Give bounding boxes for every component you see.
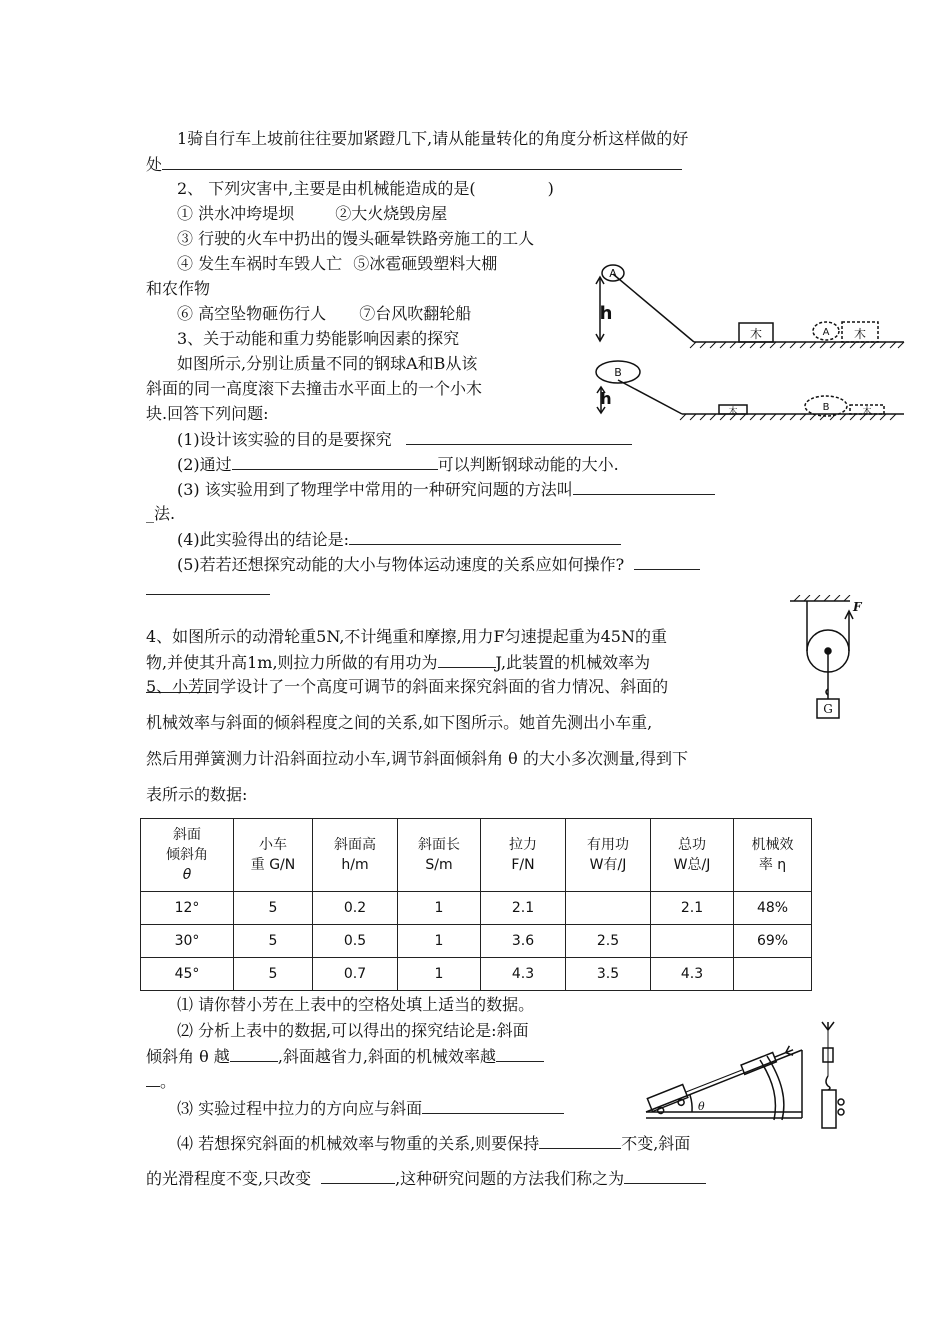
- q4-line2-text-b: J,此装置的机械效率为: [495, 653, 651, 672]
- q2-stem: [177, 178, 554, 200]
- hand-icon: [822, 1022, 834, 1030]
- q5-s3-text: ⑶ 实验过程中拉力的方向应与斜面: [177, 1099, 423, 1118]
- table-row: [141, 892, 812, 925]
- wood-block-a-label: 木: [749, 327, 763, 341]
- q2-option-2: ②大火烧毁房屋: [335, 204, 448, 223]
- table-cell: 3.6: [481, 925, 566, 958]
- ball-b-moved-label: B: [822, 402, 830, 413]
- q3-desc-1: 如图所示,分别让质量不同的钢球A和B从该: [177, 354, 478, 373]
- q5-line3: 然后用弹簧测力计沿斜面拉动小车,调节斜面倾斜角 θ 的大小多次测量,得到下: [146, 749, 688, 768]
- pull-string: [686, 1070, 742, 1092]
- q2-option-3: ③ 行驶的火车中扔出的馒头砸晕铁路旁施工的工人: [177, 229, 535, 248]
- q5-line1-text: 5、小芳同学设计了一个高度可调节的斜面来探究斜面的省力情况、斜面的: [146, 677, 669, 696]
- q2-stem-end: ): [547, 179, 554, 198]
- header-text: 斜面高: [334, 837, 376, 853]
- table-row: [141, 958, 812, 991]
- q4-pulley-figure: [786, 595, 866, 727]
- height-label-b: h: [600, 389, 612, 408]
- table-cell: 1: [398, 925, 481, 958]
- q1-answer-blank[interactable]: [162, 153, 682, 170]
- table-cell: 0.7: [313, 958, 398, 991]
- q5-s3-blank[interactable]: [422, 1097, 564, 1114]
- q3-desc-3: 块.回答下列问题:: [146, 404, 269, 423]
- table-cell: 2.5: [566, 925, 651, 958]
- q5-s4: [177, 1132, 690, 1155]
- q4-line2-text-a: 物,并使其升高1m,则拉力所做的有用功为: [146, 653, 438, 672]
- table-cell: 1: [398, 892, 481, 925]
- q5-line1: [146, 676, 668, 698]
- header-text: h/m: [341, 857, 369, 873]
- incline-a: [613, 274, 694, 342]
- q5-s2-blank-2[interactable]: [496, 1045, 544, 1062]
- q3-title: 3、关于动能和重力势能影响因素的探究: [177, 329, 460, 348]
- table-cell: 1: [398, 958, 481, 991]
- angle-arc: [690, 1095, 692, 1112]
- q2-option-row-3: [177, 253, 497, 275]
- table-row: [141, 925, 812, 958]
- table-header: [141, 819, 234, 892]
- incline-b: [618, 380, 682, 414]
- q3-sub-5-text: (5)若若还想探究动能的大小与物体运动速度的关系应如何操作?: [177, 555, 625, 574]
- table-cell-blank[interactable]: [651, 925, 734, 958]
- q3-sub-1-blank[interactable]: [406, 428, 632, 445]
- q2-option-5-cont: 和农作物: [146, 279, 211, 298]
- table-cell-blank[interactable]: [734, 958, 812, 991]
- q5-line4: 表所示的数据:: [146, 785, 248, 804]
- table-cell: 30°: [141, 925, 234, 958]
- q5-s2: ⑵ 分析上表中的数据,可以得出的探究结论是:斜面: [177, 1021, 529, 1040]
- ceiling-hatch: [794, 595, 850, 601]
- table-header: [566, 819, 651, 892]
- table-cell: 3.5: [566, 958, 651, 991]
- ground-hatch-a: [690, 342, 904, 348]
- q3-desc-2: 斜面的同一高度滚下去撞击水平面上的一个小木: [146, 379, 483, 398]
- q4-line2: [146, 651, 650, 674]
- q2-option-5: ⑤冰雹砸毁塑料大棚: [353, 254, 498, 273]
- q3-sub-1: [177, 428, 632, 451]
- q3-sub-4-blank[interactable]: [349, 528, 621, 545]
- hanging-weight: [822, 1090, 836, 1128]
- force-label: F: [853, 600, 862, 614]
- table-header: [651, 819, 734, 892]
- q3-sub-3-cont: _法.: [146, 504, 176, 523]
- table-header: [734, 819, 812, 892]
- q5-s2-text-b: 倾斜角 θ 越: [146, 1047, 230, 1066]
- q1-line1: 1骑自行车上坡前往往要加紧蹬几下,请从能量转化的角度分析这样做的好: [177, 129, 689, 148]
- q2-stem-text: 2、 下列灾害中,主要是由机械能造成的是(: [177, 179, 476, 198]
- table-cell-blank[interactable]: [566, 892, 651, 925]
- q5-s2-line2: [146, 1045, 544, 1068]
- header-text: S/m: [425, 857, 453, 873]
- q5-s4-blank-2[interactable]: [321, 1167, 395, 1184]
- q5-s4-blank-3[interactable]: [624, 1167, 706, 1184]
- q3-sub-2-text-a: (2)通过: [177, 455, 232, 474]
- q2-option-7: ⑦台风吹翻轮船: [359, 304, 472, 323]
- theta-label: θ: [698, 1100, 705, 1113]
- table-cell: 5: [234, 892, 313, 925]
- data-table: [140, 818, 812, 991]
- table-header: [481, 819, 566, 892]
- header-text: W总/J: [673, 857, 711, 873]
- header-text: 拉力: [509, 837, 537, 853]
- q5-s2-blank-2-cont[interactable]: [146, 1070, 160, 1087]
- header-text: 率 η: [758, 857, 787, 873]
- q2-option-6: ⑥ 高空坠物砸伤行人: [177, 304, 327, 323]
- header-text: 倾斜角: [166, 847, 208, 863]
- q1-line2-text: 处: [146, 155, 163, 174]
- q3-sub-3: [177, 478, 715, 501]
- header-text: W有/J: [589, 857, 627, 873]
- q5-s4-text-d: ,这种研究问题的方法我们称之为: [395, 1169, 625, 1188]
- weight-label: G: [823, 702, 833, 716]
- q3-sub-5-blank[interactable]: [634, 553, 700, 570]
- q3-sub-5: [177, 553, 700, 576]
- q4-useful-work-blank[interactable]: [438, 651, 496, 668]
- table-header: [398, 819, 481, 892]
- q3-sub-2: [177, 453, 619, 476]
- q5-s4-text-b: 不变,斜面: [621, 1134, 691, 1153]
- table-header-row: [141, 819, 812, 892]
- q3-sub-4-text: (4)此实验得出的结论是:: [177, 530, 350, 549]
- q5-s3: [177, 1097, 564, 1120]
- table-cell: 2.1: [481, 892, 566, 925]
- q3-sub-1-text: (1)设计该实验的目的是要探究: [177, 430, 392, 449]
- header-text: 斜面: [173, 827, 201, 843]
- q3-sub-2-text-b: 可以判断钢球动能的大小.: [437, 455, 619, 474]
- wood-block-b-label: 木: [728, 407, 738, 417]
- table-cell: 4.3: [481, 958, 566, 991]
- pulley-axle: [825, 648, 831, 654]
- header-text: 机械效: [751, 837, 794, 853]
- wood-block-b-moved-label: 木: [862, 407, 872, 417]
- table-header: [234, 819, 313, 892]
- table-cell: 0.5: [313, 925, 398, 958]
- table-header: [313, 819, 398, 892]
- q3-sub-5-cont: [146, 578, 270, 601]
- q1-line2: [146, 153, 682, 176]
- header-text: 有用功: [587, 837, 629, 853]
- q5-s2-text-c: ,斜面越省力,斜面的机械效率越: [277, 1047, 496, 1066]
- q3-sub-5-blank-2[interactable]: [146, 578, 270, 595]
- header-text: θ: [182, 867, 192, 883]
- spring-scale-inclined: [741, 1045, 795, 1074]
- table-cell: 5: [234, 925, 313, 958]
- ball-a-label: A: [609, 267, 617, 280]
- header-text: 斜面长: [418, 837, 460, 853]
- q2-option-row-1: [177, 203, 447, 225]
- q3-sub-3-text: (3) 该实验用到了物理学中常用的一种研究问题的方法叫: [177, 480, 573, 499]
- q5-s1: ⑴ 请你替小芳在上表中的空格处填上适当的数据。: [177, 995, 535, 1014]
- protractor-arc-inner: [760, 1060, 775, 1120]
- q3-sub-4: [177, 528, 621, 551]
- table-cell: 69%: [734, 925, 812, 958]
- q2-option-1: ① 洪水冲垮堤坝: [177, 204, 295, 223]
- q5-s4-text-a: ⑷ 若想探究斜面的机械效率与物重的关系,则要保持: [177, 1134, 540, 1153]
- height-label-a: h: [599, 303, 613, 324]
- hanging-hook: [826, 1076, 830, 1090]
- q2-option-row-4: [177, 303, 471, 325]
- q5-s2-blank-1[interactable]: [230, 1045, 278, 1062]
- header-text: 总功: [678, 837, 706, 853]
- table-cell: 12°: [141, 892, 234, 925]
- q5-s4-blank-1[interactable]: [539, 1132, 621, 1149]
- header-text: 重 G/N: [250, 857, 296, 873]
- header-text: 小车: [259, 837, 287, 853]
- table-cell: 2.1: [651, 892, 734, 925]
- q4-line1: 4、如图所示的动滑轮重5N,不计绳重和摩擦,用力F匀速提起重为45N的重: [146, 627, 667, 646]
- q2-option-4: ④ 发生车祸时车毁人亡: [177, 254, 343, 273]
- q5-s4-line2: [146, 1167, 706, 1190]
- table-cell: 4.3: [651, 958, 734, 991]
- wood-block-a-moved-label: 木: [853, 327, 867, 341]
- q5-s4-text-c: 的光滑程度不变,只改变: [146, 1169, 312, 1188]
- q3-sub-3-blank[interactable]: [573, 478, 715, 495]
- table-cell: 0.2: [313, 892, 398, 925]
- header-text: F/N: [511, 857, 535, 873]
- ball-b-label: B: [614, 366, 622, 379]
- q5-incline-figure: [642, 1020, 856, 1136]
- q3-sub-2-blank[interactable]: [232, 453, 438, 470]
- table-cell: 48%: [734, 892, 812, 925]
- table-cell: 45°: [141, 958, 234, 991]
- ball-a-moved-label: A: [822, 327, 830, 338]
- q5-s2-line3: [146, 1070, 176, 1093]
- q5-s2-text-d: 。: [160, 1072, 177, 1091]
- table-cell: 5: [234, 958, 313, 991]
- q5-line2: 机械效率与斜面的倾斜程度之间的关系,如下图所示。她首先测出小车重,: [146, 713, 653, 732]
- q3-incline-figure: [586, 262, 908, 422]
